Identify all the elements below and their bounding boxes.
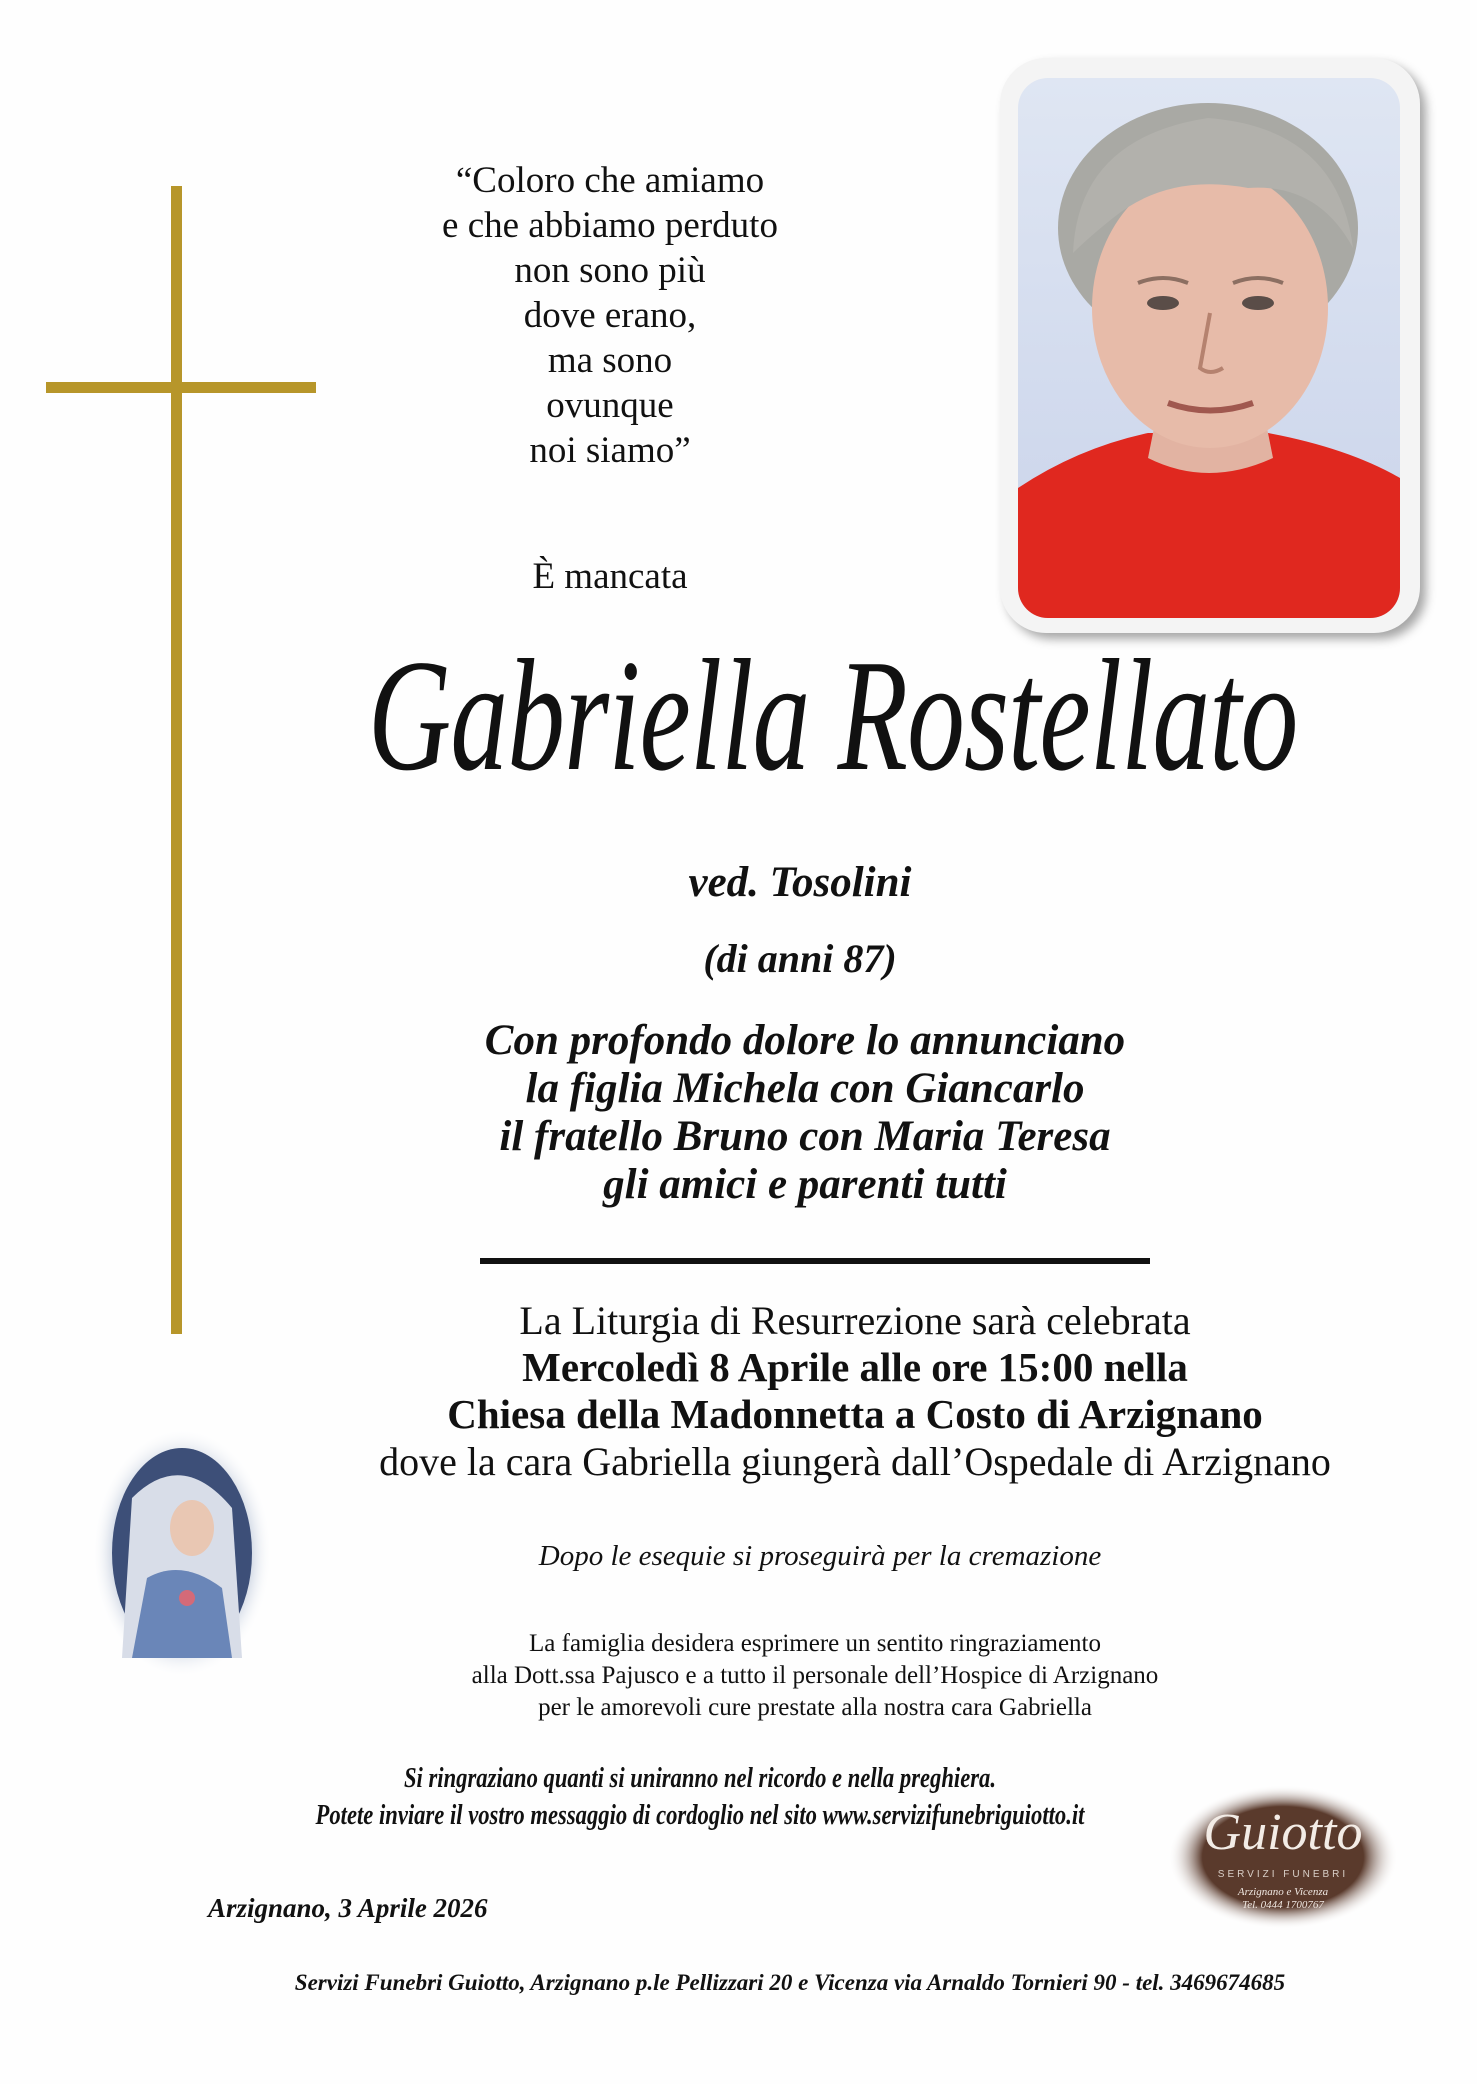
guiotto-logo xyxy=(1168,1785,1398,1930)
thanks-line: La famiglia desidera esprimere un sentito ringraziamento xyxy=(529,1630,1101,1657)
announcement-line: la figlia Michela con Giancarlo xyxy=(525,1065,1085,1112)
logo-subtitle: SERVIZI FUNEBRI xyxy=(1217,1869,1349,1880)
logo-brand: Guiotto xyxy=(1203,1804,1363,1861)
notice-date: Arzignano, 3 Aprile 2026 xyxy=(208,1893,488,1923)
funeral-home-footer: Servizi Funebri Guiotto, Arzignano p.le Pellizzari 20 e Vicenza via Arnaldo Tornieri 90 - tel. 3469674685 xyxy=(294,1970,1286,1995)
quote-line: noi siamo” xyxy=(529,430,691,471)
intro-text: È mancata xyxy=(532,556,688,597)
madonna-image xyxy=(92,1428,272,1678)
logo-phone: Tel. 0444 1700767 xyxy=(1242,1899,1324,1911)
announcement xyxy=(330,1017,1280,1209)
announcement-line: gli amici e parenti tutti xyxy=(603,1161,1007,1208)
quote-line: ma sono xyxy=(547,340,673,381)
pray-line: Si ringraziano quanti si uniranno nel ricordo e nella preghiera. xyxy=(403,1762,997,1794)
liturgy-place: Chiesa della Madonnetta a Costo di Arzignano xyxy=(447,1391,1263,1437)
cross-vertical-bar xyxy=(171,186,182,1334)
announcement-line: il fratello Bruno con Maria Teresa xyxy=(499,1113,1111,1160)
cross-horizontal-bar xyxy=(46,382,316,393)
condolence-note xyxy=(271,1760,1129,1834)
website-line[interactable]: Potete inviare il vostro messaggio di cordoglio nel sito www.servizifunebriguiotto.it xyxy=(315,1799,1085,1831)
deceased-name: Gabriella Rostellato xyxy=(367,626,1298,804)
cremation-note: Dopo le esequie si proseguirà per la cremazione xyxy=(538,1540,1102,1572)
portrait-photo xyxy=(1018,78,1400,618)
memorial-quote xyxy=(330,158,890,473)
quote-line: e che abbiamo perduto xyxy=(442,205,778,246)
liturgy-info xyxy=(280,1297,1430,1485)
quote-line: non sono più xyxy=(514,250,706,291)
liturgy-line: La Liturgia di Resurrezione sarà celebrata xyxy=(519,1298,1191,1343)
quote-line: dove erano, xyxy=(523,295,697,336)
quote-line: ovunque xyxy=(546,385,674,426)
section-divider xyxy=(480,1258,1150,1264)
announcement-line: Con profondo dolore lo annunciano xyxy=(484,1017,1126,1064)
widow-of: ved. Tosolini xyxy=(688,859,912,906)
logo-place: Arzignano e Vicenza xyxy=(1237,1886,1329,1898)
thanks-line: alla Dott.ssa Pajusco e a tutto il personale dell’Hospice di Arzignano xyxy=(471,1662,1159,1689)
thanks-line: per le amorevoli cure prestate alla nostra cara Gabriella xyxy=(538,1694,1092,1721)
age: (di anni 87) xyxy=(703,936,897,981)
thanks-note xyxy=(360,1628,1270,1724)
quote-line: “Coloro che amiamo xyxy=(455,160,765,201)
liturgy-line: dove la cara Gabriella giungerà dall’Ospedale di Arzignano xyxy=(379,1439,1331,1484)
liturgy-date: Mercoledì 8 Aprile alle ore 15:00 nella xyxy=(522,1344,1188,1390)
